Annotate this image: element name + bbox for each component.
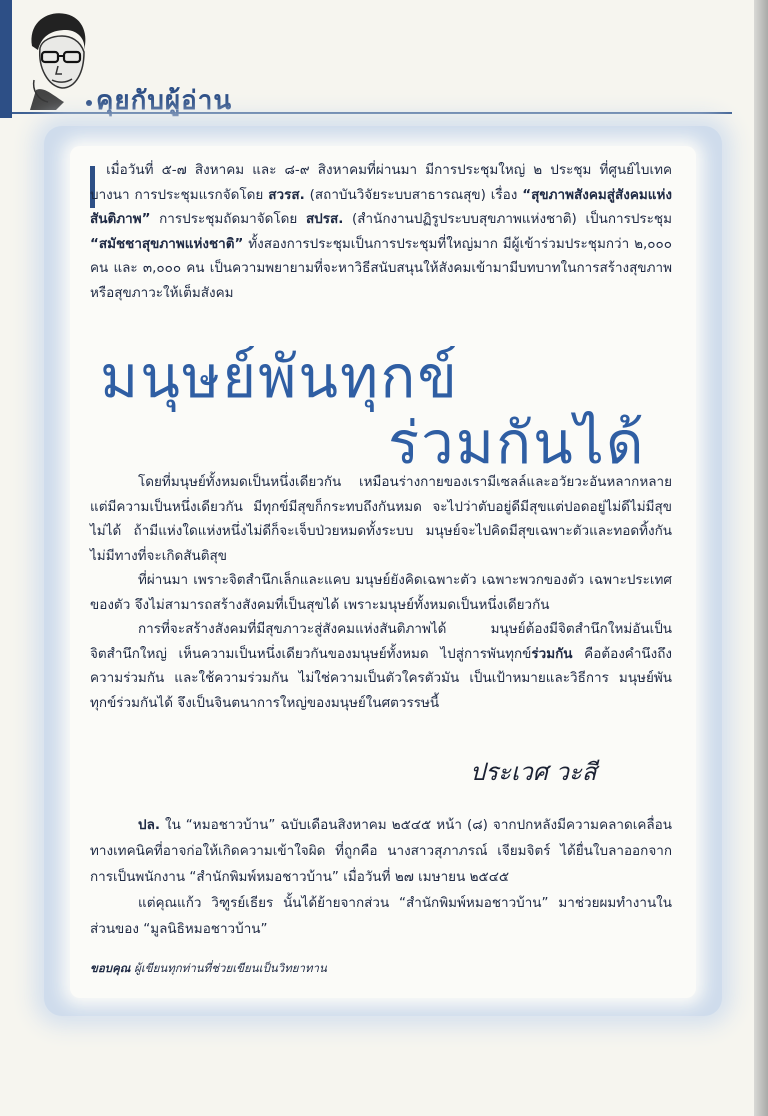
body-paragraph-1: โดยที่มนุษย์ทั้งหมดเป็นหนึ่งเดียวกัน เหมือนร่างกายของเรามีเซลล์และอวัยวะอันหลากหลาย แต่มีความเป็นหนึ่งเดียวกัน มีทุกข์มีสุขก็กระทบถึงกันหมด จะไปว่าตับอยู่ดีมีสุขแต่ปอดอยู่ไม่ดีไม่มีสุข ไม่ได้ ถ้ามีแห่งใดแห่งหนึ่งไม่ดีก็จะเจ็บป่วยหมดทั้งระบบ มนุษย์จะไปคิดมีสุขเฉพาะตัวและทอดทิ้งกัน ไม่มีทางที่จะเกิดสันติสุข — [90, 474, 672, 564]
postscript-paragraph-1 — [90, 812, 672, 890]
intro-text-b: (สถาบันวิจัยระบบสาธารณสุข) เรื่อง — [304, 186, 523, 203]
left-accent-bar — [0, 0, 12, 118]
intro-text-c: การประชุมถัดมาจัดโดย — [150, 211, 306, 227]
intro-text-e: ทั้งสองการประชุมเป็นการประชุมที่ใหญ่มาก มีผู้เข้าร่วมประชุมกว่า ๒,๐๐๐ คน และ ๓,๐๐๐ คน เป็นความพยายามที่จะหาวิธีสนับสนุนให้สังคมเข้ามามีบทบาทในการสร้างสุขภาพหรือสุขภาวะให้เต็มสังคม — [90, 235, 672, 301]
header-bullet — [86, 100, 92, 106]
body-p3-text-a: การที่จะสร้างสังคมที่มีสุขภาวะสู่สังคมแห่งสันติภาพได้ มนุษย์ต้องมีจิตสำนึกใหม่อันเป็นจิตสำนึกใหญ่ เห็นความเป็นหนึ่งเดียวกันของมนุษย์ทั้งหมด ไปสู่การพันทุกข์ — [90, 621, 672, 662]
section-title: คุยกับผู้อ่าน — [96, 86, 233, 116]
body-p3-bold: ร่วมกัน — [531, 645, 573, 662]
headline-line-1: มนุษย์พันทุกข์ — [100, 343, 459, 411]
postscript-paragraph-2: แต่คุณแก้ว วิฑูรย์เธียร นั้นได้ย้ายจากส่วน “สำนักพิมพ์หมอชาวบ้าน” มาช่วยผมทำงานในส่วนของ “มูลนิธิหมอชาวบ้าน” — [90, 895, 672, 937]
thanks-note — [90, 960, 327, 978]
author-signature — [470, 752, 630, 798]
thanks-label: ขอบคุณ — [90, 961, 131, 975]
intro-text-d: (สำนักงานปฏิรูประบบสุขภาพแห่งชาติ) เป็นการประชุม — [343, 211, 672, 227]
article-body — [90, 470, 672, 715]
page-edge — [754, 0, 768, 1116]
postscript-text-1: ใน “หมอชาวบ้าน” ฉบับเดือนสิงหาคม ๒๕๔๕ หน้า (๘) จากปกหลังมีความคลาดเคลื่อนทางเทคนิคที่อาจก่อให้เกิดความเข้าใจผิด ที่ถูกคือ นางสาวสุภาภรณ์ เจียมจิตร์ ได้ยื่นใบลาออกจากการเป็นพนักงาน “สำนักพิมพ์หมอชาวบ้าน” เมื่อวันที่ ๒๗ เมษายน ๒๕๔๕ — [90, 817, 672, 885]
headline-line-2: ร่วมกันได้ — [388, 409, 646, 477]
body-paragraph-3 — [90, 617, 672, 715]
intro-text-a: เมื่อวันที่ ๕-๗ สิงหาคม และ ๘-๙ สิงหาคมที่ผ่านมา มีการประชุมใหญ่ ๒ ประชุม ที่ศูนย์ไบเทค บางนา การประชุมแรกจัดโดย — [90, 162, 672, 203]
author-portrait-icon — [14, 6, 100, 110]
intro-topic-1: “สุขภาพสังคมสู่สังคมแห่งสันติภาพ” — [90, 186, 672, 227]
intro-topic-2: “สมัชชาสุขภาพแห่งชาติ” — [90, 235, 244, 252]
intro-org-2: สปรส. — [305, 211, 344, 227]
intro-paragraph — [90, 158, 672, 305]
postscript-label: ปล. — [138, 817, 160, 833]
postscript — [90, 812, 672, 942]
body-paragraph-2: ที่ผ่านมา เพราะจิตสำนึกเล็กและแคบ มนุษย์ยังคิดเฉพาะตัว เฉพาะพวกของตัว เฉพาะประเทศของตัว จึงไม่สามารถสร้างสังคมที่เป็นสุขได้ เพราะมนุษย์ทั้งหมดเป็นหนึ่งเดียวกัน — [90, 572, 672, 613]
signature-text: ประเวศ วะสี — [470, 758, 597, 786]
intro-org-1: สวรส. — [268, 186, 305, 203]
thanks-text: ผู้เขียนทุกท่านที่ช่วยเขียนเป็นวิทยาทาน — [130, 961, 327, 975]
body-p3-text-b: คือต้องคำนึงถึงความร่วมกัน และใช้ความร่วมกัน ไม่ใช่ความเป็นตัวใครตัวมัน เป็นเป้าหมายและวิธีการ มนุษย์พันทุกข์ร่วมกันได้ จึงเป็นจินตนาการใหญ่ของมนุษย์ในศตวรรษนี้ — [90, 645, 672, 711]
